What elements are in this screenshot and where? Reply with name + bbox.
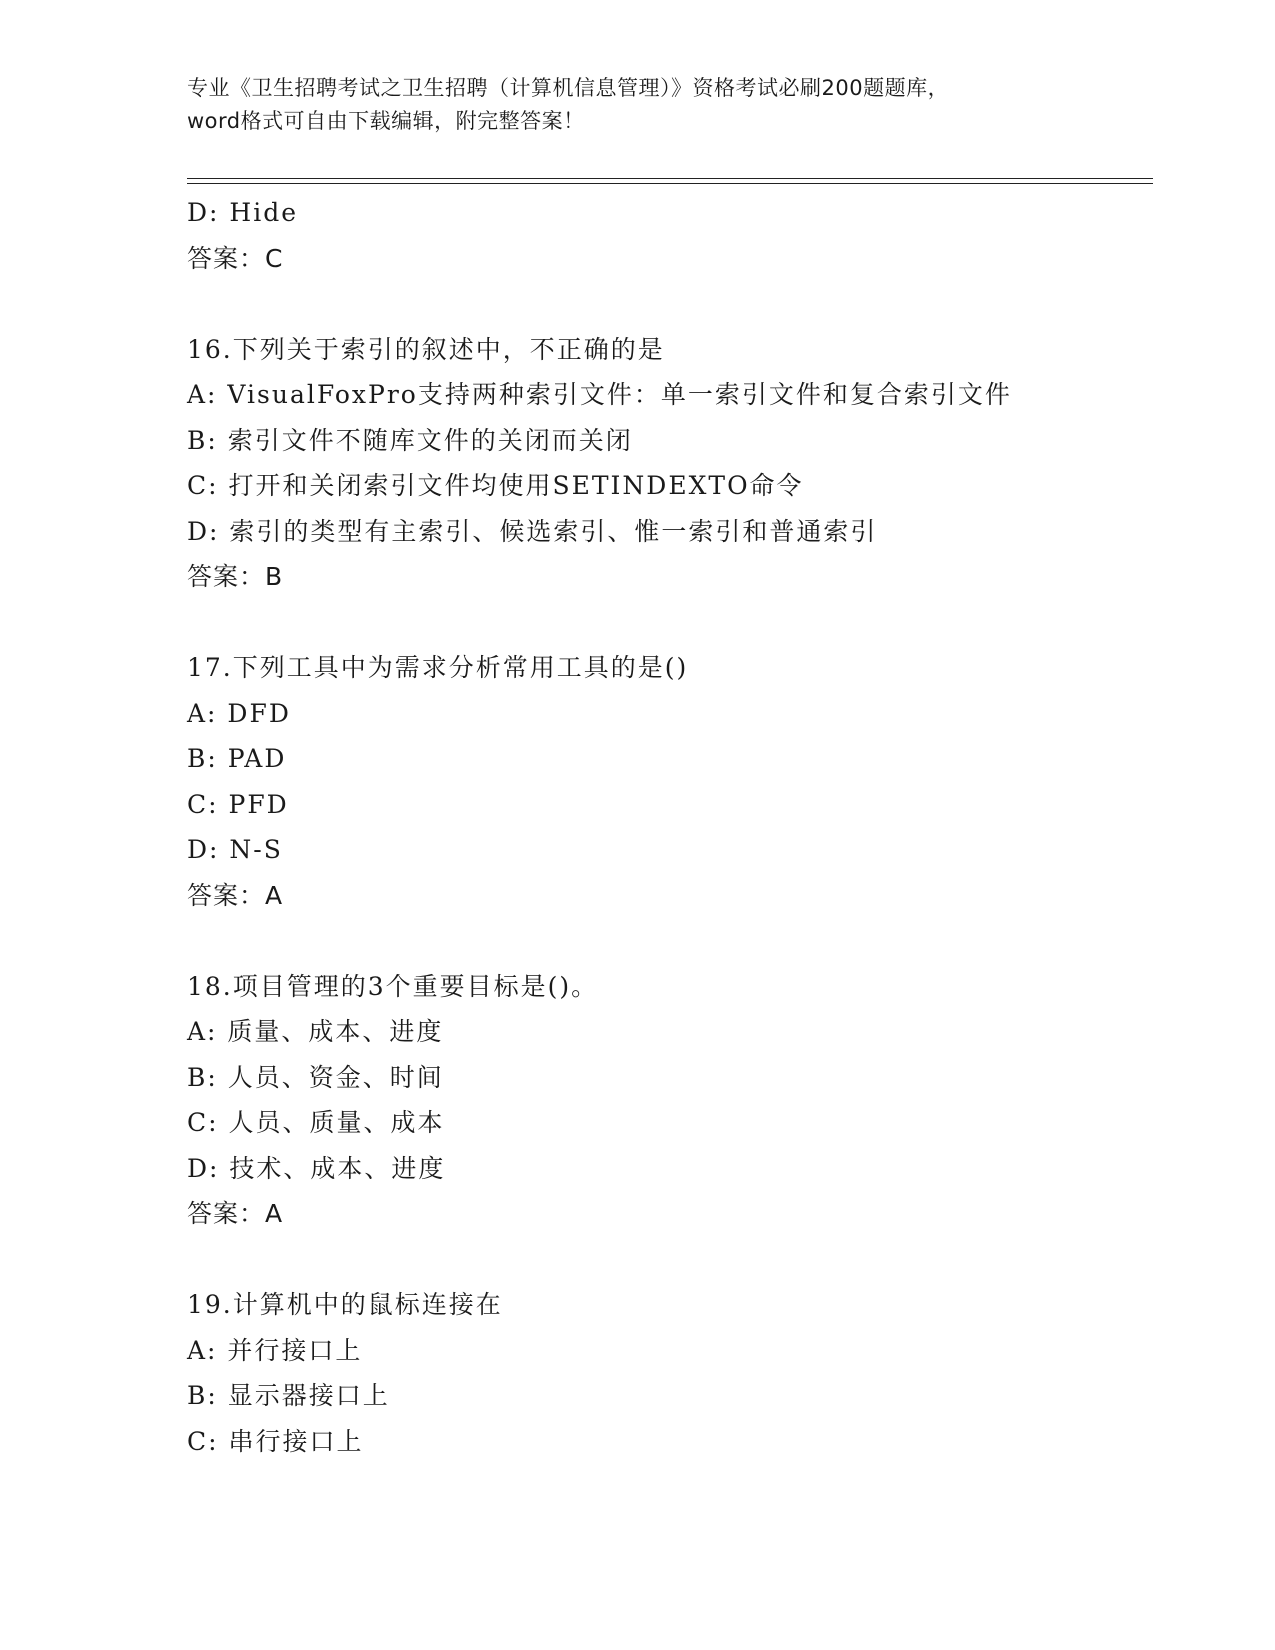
spacer [187, 281, 1147, 327]
option-c: C: 串行接口上 [187, 1426, 364, 1456]
header-line-1: 专业《卫生招聘考试之卫生招聘（计算机信息管理）》资格考试必刷200题题库， [187, 76, 950, 100]
option-d: D: 索引的类型有主索引、候选索引、惟一索引和普通索引 [187, 516, 878, 546]
spacer [187, 918, 1147, 964]
question-block-18 [187, 964, 1147, 1237]
carryover-answer: 答案：C [187, 243, 284, 273]
header-divider-bottom [187, 183, 1153, 184]
option-a: A: DFD [187, 698, 291, 728]
question-block-16 [187, 327, 1147, 600]
question-stem: 18.项目管理的3个重要目标是()。 [187, 971, 599, 1001]
option-a: A: 质量、成本、进度 [187, 1017, 444, 1046]
option-d: D: 技术、成本、进度 [187, 1153, 446, 1183]
question-stem: 17.下列工具中为需求分析常用工具的是() [187, 653, 689, 682]
spacer [187, 1237, 1147, 1283]
question-stem: 19.计算机中的鼠标连接在 [187, 1290, 503, 1319]
option-c: C: 人员、质量、成本 [187, 1108, 445, 1137]
answer-label: 答案：A [187, 1199, 284, 1228]
header-divider-top [187, 178, 1153, 179]
question-block-17 [187, 645, 1147, 918]
option-b: B: 显示器接口上 [187, 1381, 390, 1410]
carryover-option-d: D: Hide [187, 198, 299, 227]
option-b: B: PAD [187, 744, 287, 773]
option-c: C: PFD [187, 789, 289, 819]
spacer [187, 600, 1147, 646]
document-header [187, 72, 1087, 138]
option-a: A: VisualFoxPro支持两种索引文件：单一索引文件和复合索引文件 [187, 380, 1012, 409]
header-line-2: word格式可自由下载编辑，附完整答案！ [187, 109, 585, 133]
question-block-19 [187, 1282, 1147, 1464]
option-d: D: N-S [187, 835, 283, 864]
option-c: C: 打开和关闭索引文件均使用SETINDEXTO命令 [187, 471, 804, 500]
question-list [187, 190, 1147, 1464]
answer-label: 答案：A [187, 880, 284, 910]
option-b: B: 人员、资金、时间 [187, 1062, 444, 1092]
option-b: B: 索引文件不随库文件的关闭而关闭 [187, 425, 633, 455]
option-a: A: 并行接口上 [187, 1335, 363, 1365]
question-stem: 16.下列关于索引的叙述中，不正确的是 [187, 334, 665, 364]
answer-label: 答案：B [187, 562, 284, 591]
